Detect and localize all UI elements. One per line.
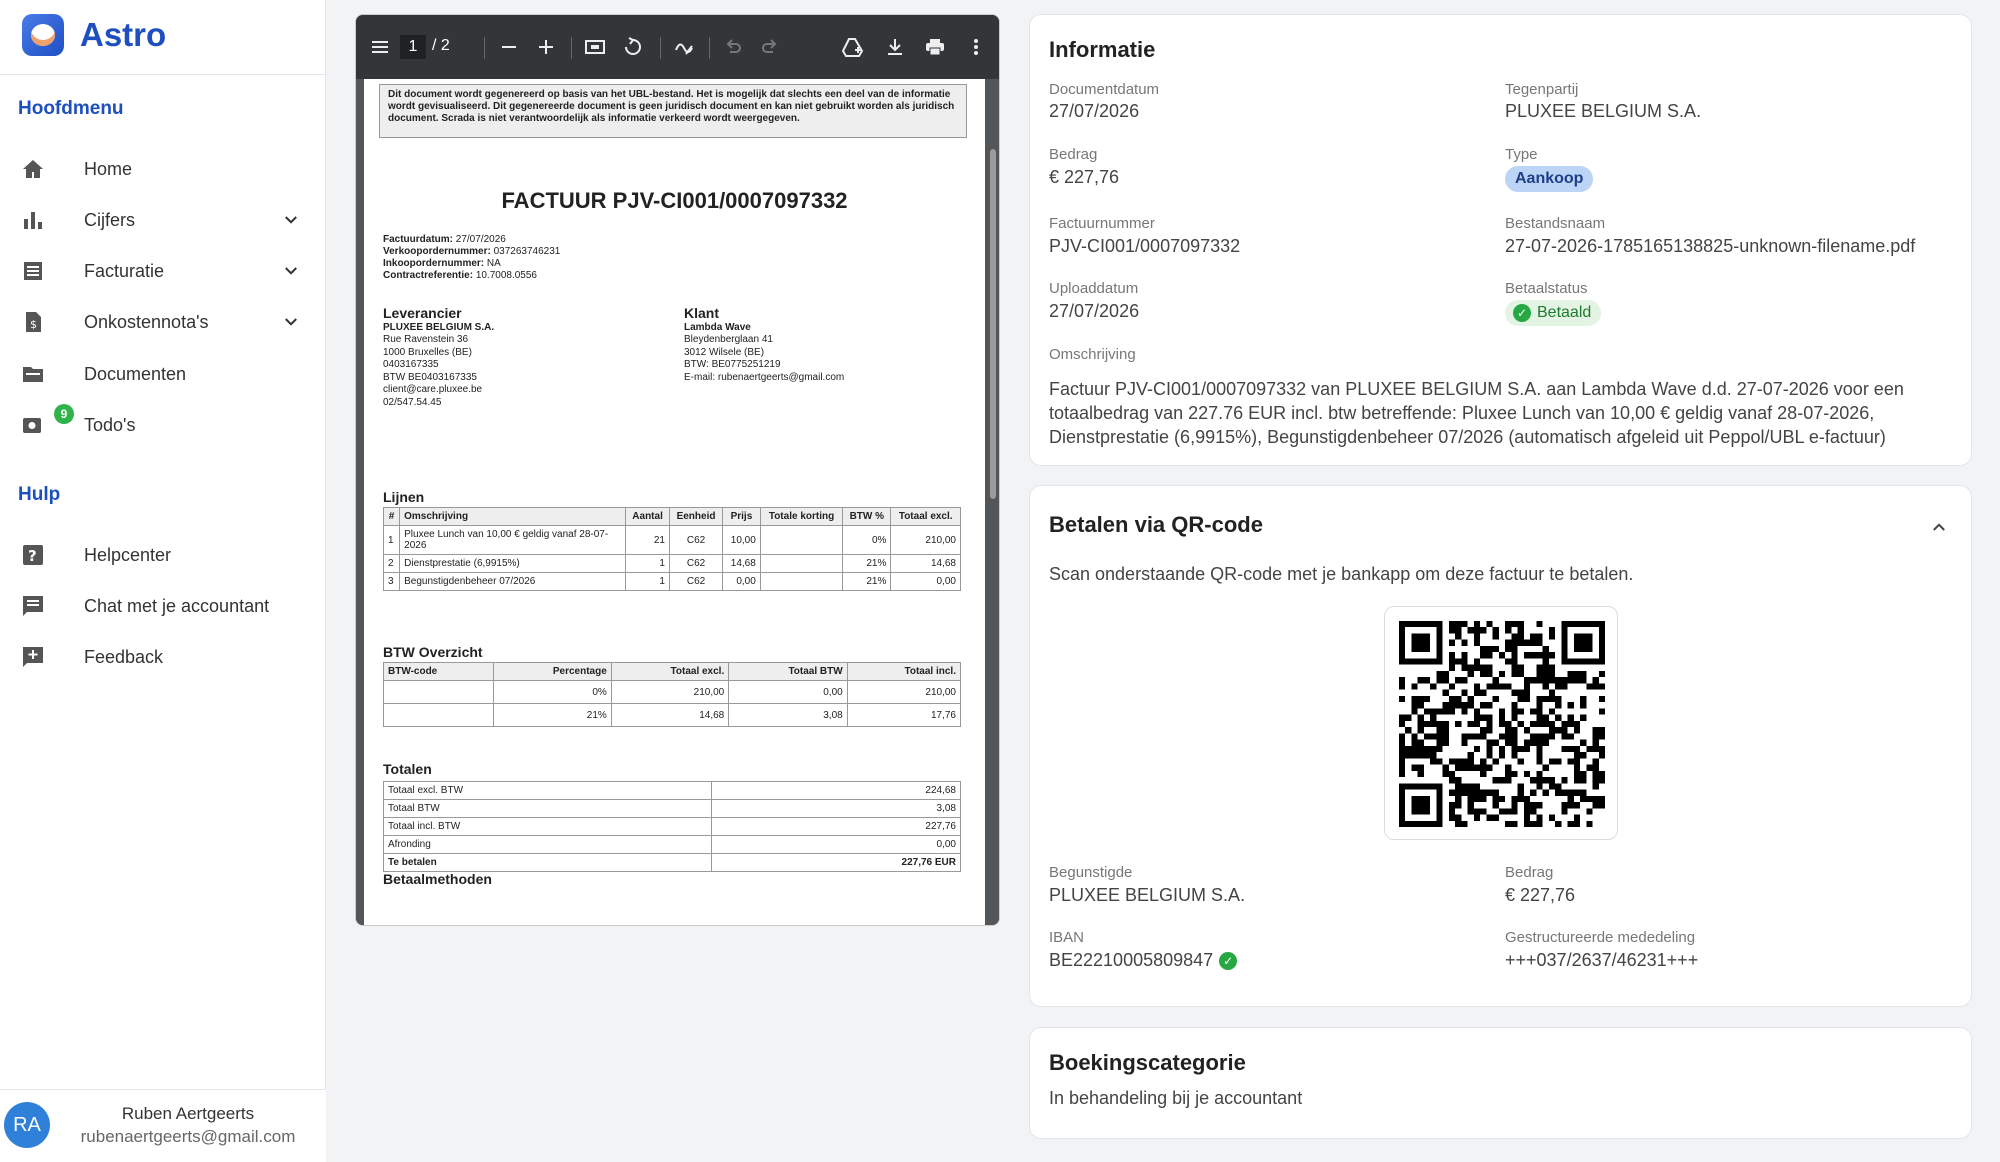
table-cell (760, 555, 842, 573)
table-cell: 0,00 (891, 573, 961, 591)
beneficiary: PLUXEE BELGIUM S.A. (1049, 885, 1246, 905)
user-email: rubenaertgeerts@gmail.com (80, 1127, 296, 1146)
booking-card (1029, 1027, 1972, 1139)
meta-row: Factuurdatum: 27/07/2026 (383, 234, 506, 245)
table-cell: 21% (494, 704, 612, 727)
counterparty-label: Tegenpartij (1505, 81, 1579, 98)
column-header: Eenheid (669, 508, 722, 526)
sidebar-item-todos[interactable] (0, 401, 326, 449)
table-cell (760, 573, 842, 591)
sidebar-item-label: Cijfers (84, 209, 136, 230)
home-icon (20, 156, 46, 182)
filename-label: Bestandsnaam (1505, 215, 1606, 232)
sidebar-item-label: Todo's (84, 414, 136, 435)
table-cell: C62 (669, 573, 722, 591)
totals-title: Totalen (383, 761, 432, 777)
lines-title: Lijnen (383, 489, 425, 505)
table-cell: 210,00 (847, 681, 960, 704)
user-name: Ruben Aertgeerts (121, 1104, 255, 1123)
totals-table (383, 781, 961, 872)
counterparty: PLUXEE BELGIUM S.A. (1505, 101, 1702, 121)
structured-reference: +++037/2637/46231+++ (1505, 950, 1699, 970)
supplier-line: BTW BE0403167335 (383, 371, 477, 383)
supplier-line: 0403167335 (383, 359, 439, 370)
sidebar-item-cijfers[interactable] (0, 196, 326, 244)
column-header: Totaal BTW (729, 663, 847, 681)
logo[interactable] (22, 14, 166, 56)
chat-icon (20, 593, 46, 619)
main-menu-title: Hoofdmenu (18, 98, 124, 119)
invoice-title: FACTUUR PJV-CI001/0007097332 (501, 188, 848, 213)
payment-methods-title: Betaalmethoden (383, 871, 492, 887)
zoom-in-icon[interactable] (534, 35, 558, 59)
table-cell: 1 (626, 573, 670, 591)
qr-amount: € 227,76 (1505, 885, 1576, 905)
column-header: Percentage (494, 663, 612, 681)
client-line: 3012 Wilsele (BE) (684, 346, 765, 358)
sidebar-item-documenten[interactable] (0, 350, 326, 398)
client-line: BTW: BE0775251219 (684, 359, 781, 370)
divider (0, 74, 326, 75)
table-row (384, 854, 961, 872)
table-cell: Dienstprestatie (6,9915%) (400, 555, 626, 573)
svg-text:?: ? (28, 547, 37, 565)
iban-label: IBAN (1049, 929, 1085, 946)
divider (571, 37, 572, 59)
divider (709, 37, 710, 59)
table-row (384, 818, 961, 836)
column-header: Aantal (626, 508, 670, 526)
reference-label: Gestructureerde mededeling (1505, 929, 1696, 946)
table-row (384, 526, 961, 555)
table-cell: 210,00 (611, 681, 728, 704)
sidebar-item-helpcenter[interactable] (0, 531, 326, 579)
chevron-down-icon[interactable] (282, 262, 300, 280)
qr-title: Betalen via QR-code (1049, 512, 1263, 537)
invoice-number-label: Factuurnummer (1049, 215, 1155, 232)
column-header: Totaal incl. (847, 663, 960, 681)
supplier-line: Rue Ravenstein 36 (383, 334, 469, 345)
fit-page-icon[interactable] (583, 35, 607, 59)
table-cell: 21 (626, 526, 670, 555)
table-cell: 14,68 (891, 555, 961, 573)
supplier-block (383, 307, 494, 409)
description: Factuur PJV-CI001/0007097332 van PLUXEE BELGIUM S.A. aan Lambda Wave d.d. 27-07-2026 voor een totaalbedrag van 227.76 EUR incl. btw betreffende: Pluxee Lunch van 10,00 € geldig vanaf 28-07-2026, Dienstprestatie (6,9915%), Begunstigdenbeheer 07/2026 (automatisch afgeleid uit Peppol/UBL e-factuur) (1049, 379, 1904, 447)
column-header: Totale korting (760, 508, 842, 526)
help-icon (20, 542, 46, 568)
svg-text:$: $ (30, 318, 37, 331)
table-cell: 21% (843, 555, 891, 573)
table-cell: 14,68 (611, 704, 728, 727)
pdf-document-area[interactable] (356, 79, 1000, 926)
table-cell: 17,76 (847, 704, 960, 727)
sidebar-item-feedback[interactable] (0, 633, 326, 681)
help-title: Hulp (18, 484, 61, 505)
sidebar (0, 0, 326, 1162)
table-cell: 227,76 (712, 818, 961, 836)
filename: 27-07-2026-1785165138825-unknown-filename.pdf (1505, 236, 1916, 256)
table-cell: Te betalen (384, 854, 712, 872)
table-row (384, 681, 961, 704)
table-cell: 0,00 (712, 836, 961, 854)
type-label: Type (1505, 146, 1538, 163)
info-title: Informatie (1049, 37, 1156, 62)
sidebar-item-label: Facturatie (84, 260, 165, 281)
booking-title: Boekingscategorie (1049, 1050, 1246, 1075)
vat-overview-title: BTW Overzicht (383, 644, 483, 660)
add-to-drive-icon[interactable] (841, 35, 865, 59)
column-header: Omschrijving (400, 508, 626, 526)
table-cell: 10,00 (723, 526, 761, 555)
table-cell: Totaal incl. BTW (384, 818, 712, 836)
meta-row: Inkoopordernummer: NA (383, 258, 501, 269)
astro-logo-icon (22, 14, 64, 56)
table-cell: 14,68 (723, 555, 761, 573)
scrollbar[interactable] (990, 149, 996, 499)
user-profile[interactable] (0, 1089, 326, 1162)
column-header: Prijs (723, 508, 761, 526)
menu-icon[interactable] (368, 35, 392, 59)
sidebar-item-label: Onkostennota's (84, 311, 209, 332)
payment-status-label: Betaalstatus (1505, 280, 1588, 297)
column-header: BTW-code (384, 663, 494, 681)
table-cell: Afronding (384, 836, 712, 854)
table-cell: 3,08 (712, 800, 961, 818)
table-cell: 0% (494, 681, 612, 704)
table-cell: 227,76 EUR (712, 854, 961, 872)
upload-date-label: Uploaddatum (1049, 280, 1139, 297)
description-label: Omschrijving (1049, 346, 1136, 363)
app-name: Astro (80, 16, 167, 53)
download-icon[interactable] (883, 35, 907, 59)
client-name: Lambda Wave (684, 321, 751, 333)
divider (660, 37, 661, 59)
undo-icon[interactable] (721, 35, 745, 59)
feedback-icon (20, 644, 46, 670)
page-number-input[interactable]: 1 (400, 35, 426, 59)
client-line: E-mail: rubenaertgeerts@gmail.com (684, 371, 845, 383)
divider (484, 37, 485, 59)
booking-status: In behandeling bij je accountant (1049, 1088, 1303, 1108)
table-row (384, 800, 961, 818)
document-date-label: Documentdatum (1049, 81, 1160, 98)
sidebar-item-home[interactable] (0, 145, 326, 193)
chevron-up-icon[interactable] (1930, 518, 1948, 536)
table-cell: Totaal BTW (384, 800, 712, 818)
meta-row: Contractreferentie: 10.7008.0556 (383, 270, 537, 281)
chevron-down-icon[interactable] (282, 211, 300, 229)
sidebar-item-label: Home (84, 158, 133, 179)
info-card (1029, 14, 1972, 466)
todo-icon (20, 407, 68, 438)
vat-table (383, 662, 961, 727)
more-vert-icon[interactable] (964, 35, 988, 59)
table-cell: C62 (669, 526, 722, 555)
check-circle-icon: ✓ (1219, 952, 1237, 970)
supplier-line: 02/547.54.45 (383, 396, 442, 408)
table-cell: 21% (843, 573, 891, 591)
meta-row: Verkoopordernummer: 037263746231 (383, 246, 561, 257)
pdf-toolbar (356, 15, 1000, 79)
upload-date: 27/07/2026 (1049, 301, 1140, 321)
sidebar-item-chat[interactable] (0, 582, 326, 630)
client-heading: Klant (684, 305, 719, 321)
table-cell: 1 (626, 555, 670, 573)
supplier-line: 1000 Bruxelles (BE) (383, 346, 472, 358)
table-cell: 224,68 (712, 782, 961, 800)
table-row (384, 573, 961, 591)
table-cell: 0,00 (729, 681, 847, 704)
iban: BE22210005809847 (1049, 950, 1214, 970)
redo-icon[interactable] (758, 35, 782, 59)
sidebar-item-onkostennotas[interactable] (0, 298, 326, 346)
document-date: 27/07/2026 (1049, 101, 1140, 121)
client-block (684, 307, 844, 384)
column-header: BTW % (843, 508, 891, 526)
receipt-icon (20, 309, 46, 335)
pdf-viewer (355, 14, 1000, 926)
invoice-icon (20, 258, 46, 284)
qr-amount-label: Bedrag (1505, 864, 1554, 881)
table-row (384, 704, 961, 727)
supplier-heading: Leverancier (383, 305, 462, 321)
chevron-down-icon[interactable] (282, 313, 300, 331)
ubl-notice: Dit document wordt gegenereerd op basis van het UBL-bestand. Het is mogelijk dat slechts een deel van de informatie wordt gevisualiseerd. Dit gegenereerde document is geen juridisch document en kan niet gebruikt worden als juridisch document. Scrada is niet verantwoordelijk als informatie verkeerd wordt weergegeven. (379, 84, 967, 138)
table-cell: Begunstigdenbeheer 07/2026 (400, 573, 626, 591)
table-row (384, 782, 961, 800)
qr-code-icon (1399, 621, 1605, 827)
table-cell: 3 (384, 573, 400, 591)
payment-status: Betaald (1537, 304, 1592, 321)
table-cell: 0% (843, 526, 891, 555)
qr-code (1384, 606, 1618, 840)
column-header: Totaal excl. (611, 663, 728, 681)
client-line: Bleydenberglaan 41 (684, 334, 773, 345)
iban-row (1049, 950, 1237, 971)
lines-table (383, 507, 961, 591)
table-cell: Pluxee Lunch van 10,00 € geldig vanaf 28-07-2026 (400, 526, 626, 555)
table-cell (760, 526, 842, 555)
table-cell: C62 (669, 555, 722, 573)
payment-status-badge (1505, 300, 1601, 326)
page-total: / 2 (432, 37, 450, 54)
table-cell: 2 (384, 555, 400, 573)
rotate-icon[interactable] (621, 35, 645, 59)
table-header-row (384, 663, 961, 681)
sidebar-item-label: Helpcenter (84, 544, 172, 565)
supplier-line: client@care.pluxee.be (383, 384, 483, 395)
table-cell: 3,08 (729, 704, 847, 727)
zoom-out-icon[interactable] (497, 35, 521, 59)
annotate-icon[interactable] (672, 35, 696, 59)
table-row (384, 555, 961, 573)
invoice-number: PJV-CI001/0007097332 (1049, 236, 1241, 256)
todo-count-badge: 9 (54, 404, 74, 424)
folder-icon (20, 361, 46, 387)
qr-card (1029, 485, 1972, 1007)
check-circle-icon: ✓ (1513, 304, 1531, 322)
beneficiary-label: Begunstigde (1049, 864, 1133, 881)
pdf-page (364, 79, 985, 926)
supplier-name: PLUXEE BELGIUM S.A. (383, 321, 495, 333)
table-cell: Totaal excl. BTW (384, 782, 712, 800)
invoice-meta (383, 234, 560, 282)
avatar: RA (4, 1102, 50, 1148)
bar-chart-icon (20, 207, 46, 233)
sidebar-item-facturatie[interactable] (0, 247, 326, 295)
table-cell: 0,00 (723, 573, 761, 591)
table-cell (384, 704, 494, 727)
type-badge: Aankoop (1505, 166, 1593, 192)
sidebar-item-label: Documenten (84, 363, 187, 384)
table-cell: 210,00 (891, 526, 961, 555)
qr-subtitle: Scan onderstaande QR-code met je bankapp om deze factuur te betalen. (1049, 564, 1634, 584)
sidebar-item-label: Chat met je accountant (84, 595, 270, 616)
table-cell (384, 681, 494, 704)
column-header: # (384, 508, 400, 526)
print-icon[interactable] (923, 35, 947, 59)
table-header-row (384, 508, 961, 526)
column-header: Totaal excl. (891, 508, 961, 526)
amount: € 227,76 (1049, 167, 1120, 187)
table-row (384, 836, 961, 854)
table-cell: 1 (384, 526, 400, 555)
sidebar-item-label: Feedback (84, 646, 164, 667)
amount-label: Bedrag (1049, 146, 1098, 163)
